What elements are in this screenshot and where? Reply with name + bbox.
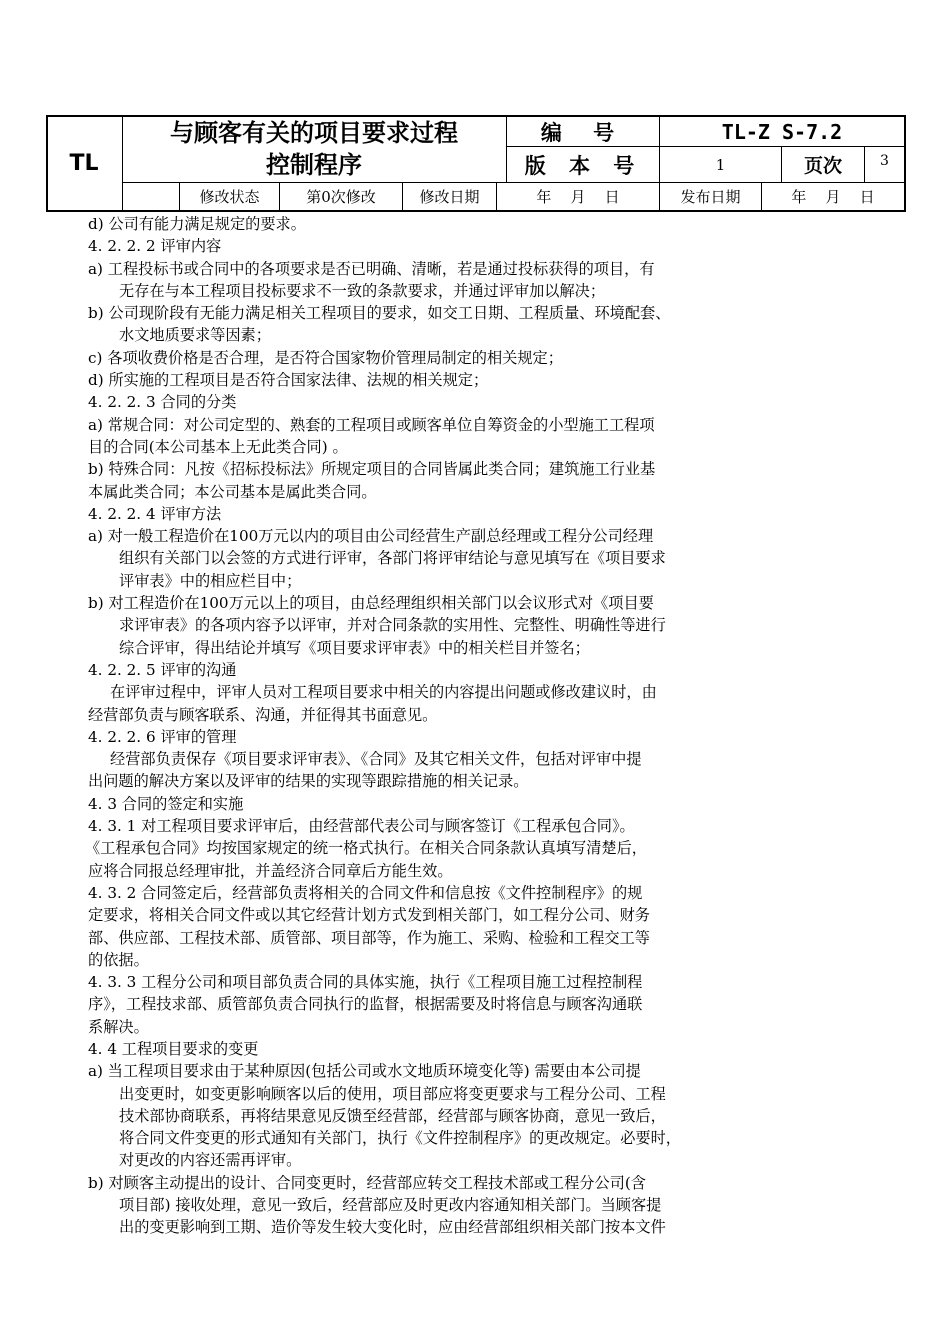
document-title	[124, 117, 504, 181]
text-line: 技术部协商联系，再将结果意见反馈至经营部，经营部与顾客协商，意见一致后，	[119, 1106, 666, 1125]
text-line: 《工程承包合同》均按国家规定的统一格式执行。在相关合同条款认真填写清楚后，	[85, 839, 647, 858]
text-line: 评审表》中的相应栏目中；	[119, 571, 302, 590]
text-line: 出变更时，如变更影响顾客以后的使用，项目部应将变更要求与工程分公司、工程	[119, 1084, 666, 1103]
text-line: 系解决。	[88, 1017, 149, 1036]
text-line: 求评审表》的各项内容予以评审，并对合同条款的实用性、完整性、明确性等进行	[119, 616, 666, 635]
text-line: a) 常规合同：对公司定型的、熟套的工程项目或顾客单位自筹资金的小型施工工程项	[88, 415, 655, 434]
text-line: 4. 3. 1 对工程项目要求评审后，由经营部代表公司与顾客签订《工程承包合同》。	[88, 817, 635, 836]
table-border-bottom	[46, 210, 906, 212]
text-line: 4. 2. 2. 6 评审的管理	[88, 727, 237, 746]
text-line: b) 特殊合同：凡按《招标投标法》所规定项目的合同皆属此类合同；建筑施工行业基	[88, 460, 656, 479]
text-line: 综合评审，得出结论并填写《项目要求评审表》中的相关栏目并签名；	[119, 638, 590, 657]
version-value: 1	[715, 155, 726, 174]
company-logo-text: TL	[69, 151, 99, 176]
text-line: a) 工程投标书或合同中的各项要求是否已明确、清晰，若是通过投标获得的项目，有	[88, 259, 655, 278]
text-line: 无存在与本工程项目投标要求不一致的条款要求，并通过评审加以解决；	[119, 281, 605, 300]
text-line: 4. 3 合同的签定和实施	[88, 794, 244, 813]
version-label: 版 本 号	[524, 152, 643, 178]
text-line: 出问题的解决方案以及评审的结果的实现等跟踪措施的相关记录。	[88, 772, 529, 791]
text-line: 出的变更影响到工期、造价等发生较大变化时，应由经营部组织相关部门按本文件	[119, 1218, 666, 1237]
text-line: 水文地质要求等因素；	[119, 326, 271, 345]
text-line: 4. 2. 2. 3 合同的分类	[88, 393, 237, 412]
text-line: 经营部负责保存《项目要求评审表》、《合同》及其它相关文件，包括对评审中提	[110, 750, 642, 769]
title-line-1: 与顾客有关的项目要求过程	[170, 118, 458, 147]
page-number: 3	[880, 153, 889, 169]
text-line: 4. 2. 2. 4 评审方法	[88, 504, 222, 523]
revision-date-label: 修改日期	[419, 188, 480, 206]
revision-status-label: 修改状态	[199, 188, 260, 206]
text-line: a) 当工程项目要求由于某种原因(包括公司或水文地质环境变化等) 需要由本公司提	[88, 1062, 641, 1081]
table-divider	[506, 115, 507, 182]
document-number: TL-Z S-7.2	[721, 119, 843, 144]
release-date-label: 发布日期	[680, 188, 741, 206]
text-line: 项目部) 接收处理，意见一致后，经营部应及时更改内容通知相关部门。当顾客提	[119, 1196, 662, 1215]
page-label: 页次	[803, 155, 842, 177]
text-line: a) 对一般工程造价在100万元以内的项目由公司经营生产副总经理或工程分公司经理	[88, 527, 654, 546]
text-line: 4. 4 工程项目要求的变更	[88, 1039, 259, 1058]
text-line: 本属此类合同；本公司基本是属此类合同。	[88, 482, 377, 501]
text-line: 4. 2. 2. 5 评审的沟通	[88, 660, 237, 679]
text-line: 经营部负责与顾客联系、沟通，并征得其书面意见。	[88, 705, 438, 724]
release-date-value: 年 月 日	[791, 188, 875, 206]
text-line: 目的合同(本公司基本上无此类合同) 。	[88, 437, 348, 456]
text-line: 序》，工程技求部、质管部负责合同执行的监督，根据需要及时将信息与顾客沟通联	[88, 995, 643, 1014]
text-line: b) 公司现阶段有无能力满足相关工程项目的要求，如交工日期、工程质量、环境配套、	[88, 304, 671, 323]
document-header-table	[46, 115, 906, 212]
text-line: 在评审过程中，评审人员对工程项目要求中相关的内容提出问题或修改建议时，由	[110, 683, 657, 702]
text-line: 部、供应部、工程技术部、质管部、项目部等，作为施工、采购、检验和工程交工等	[88, 928, 650, 947]
text-line: 组织有关部门以会签的方式进行评审，各部门将评审结论与意见填写在《项目要求	[119, 549, 666, 568]
text-line: 4. 3. 3 工程分公司和项目部负责合同的具体实施，执行《工程项目施工过程控制程	[88, 973, 643, 992]
text-line: 对更改的内容还需再评审。	[119, 1151, 302, 1170]
text-line: d) 公司有能力满足规定的要求。	[88, 215, 306, 233]
text-line: b) 对工程造价在100万元以上的项目，由总经理组织相关部门以会议形式对《项目要	[88, 594, 654, 613]
document-body	[85, 213, 818, 1239]
table-border-right	[904, 115, 906, 212]
text-line: 4. 2. 2. 2 评审内容	[88, 237, 222, 256]
text-line: d) 所实施的工程项目是否符合国家法律、法规的相关规定；	[88, 371, 489, 390]
revision-status-value: 第0次修改	[306, 188, 376, 206]
title-line-2: 控制程序	[266, 150, 362, 179]
text-line: 的依据。	[88, 950, 149, 969]
text-line: 4. 3. 2 合同签定后，经营部负责将相关的合同文件和信息按《文件控制程序》的规	[88, 883, 643, 902]
number-label: 编 号	[540, 119, 627, 145]
text-line: b) 对顾客主动提出的设计、合同变更时，经营部应转交工程技术部或工程分公司(含	[88, 1173, 646, 1192]
text-line: c) 各项收费价格是否合理，是否符合国家物价管理局制定的相关规定；	[88, 348, 563, 367]
revision-date-value: 年 月 日	[536, 188, 620, 206]
text-line: 应将合同报总经理审批，并盖经济合同章后方能生效。	[88, 861, 453, 880]
table-divider	[122, 115, 123, 212]
text-line: 定要求，将相关合同文件或以其它经营计划方式发到相关部门，如工程分公司、财务	[88, 906, 650, 925]
text-line: 将合同文件变更的形式通知有关部门，执行《文件控制程序》的更改规定。必要时，	[119, 1129, 681, 1148]
